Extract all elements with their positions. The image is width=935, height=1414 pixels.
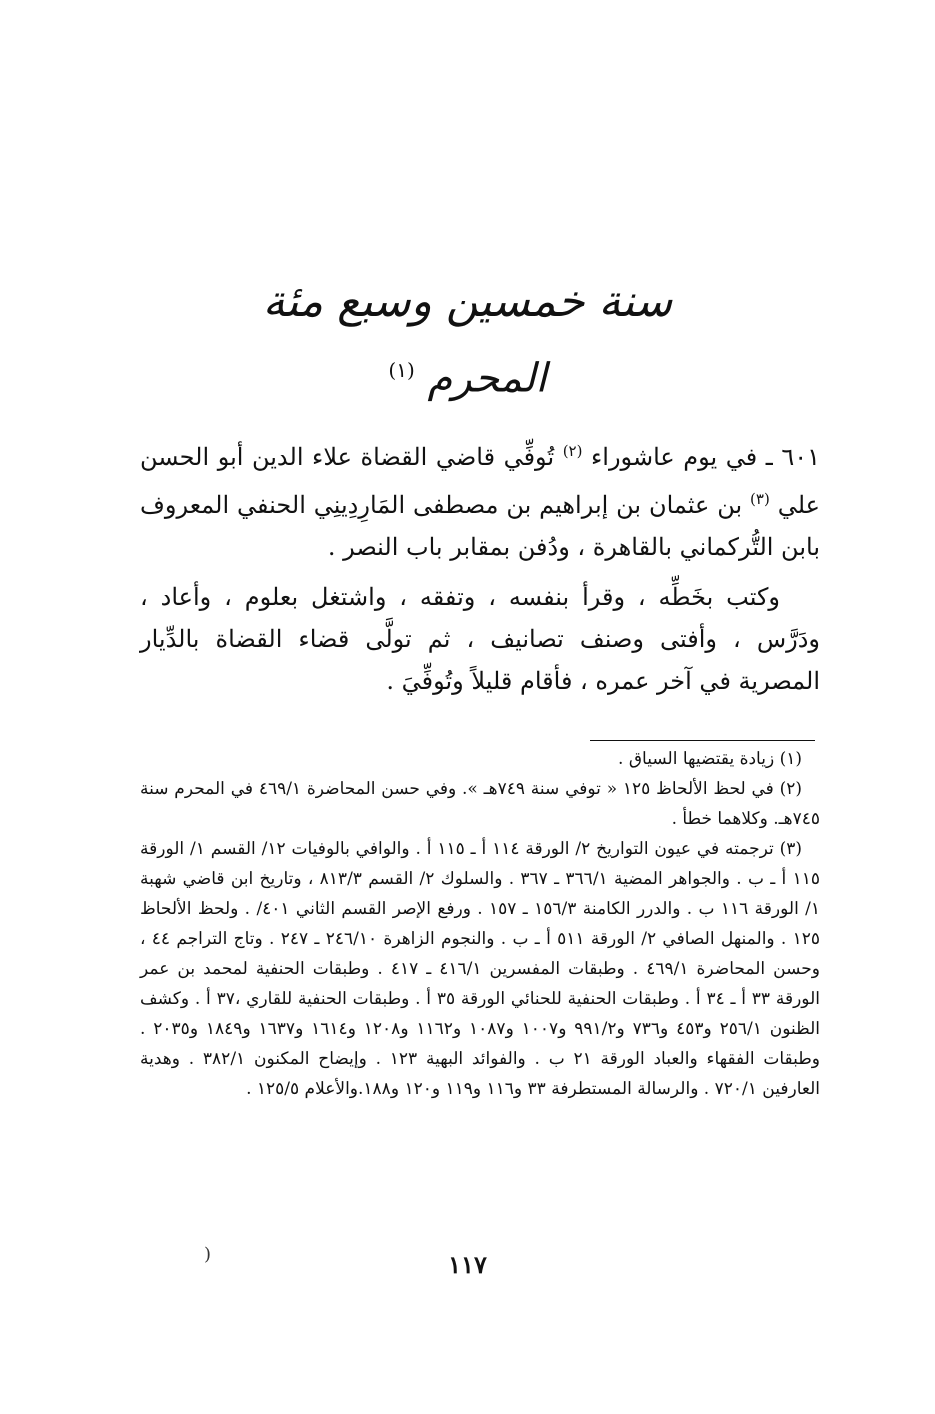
entry-paragraph-1	[140, 430, 820, 568]
footnotes	[140, 744, 820, 1104]
month-heading	[0, 342, 935, 406]
year-heading-text: سنة خمسين وسبع مئة	[262, 276, 673, 327]
entry-body	[140, 430, 820, 702]
entry-text-part-1: تُوفِّي قاضي القضاة علاء الدين أبو الحسن علي	[140, 443, 820, 519]
entry-paragraph-2: وكتب بخَطِّه ، وقرأ بنفسه ، وتفقه ، واشتغل بعلوم ، وأعاد ، ودَرَّس ، وأفتى وصنف تصانيف ، ثم تولَّى قضاء القضاة بالدِّيار المصرية في آخر عمره ، فأقام قليلاً وتُوفِّيَ .	[140, 583, 820, 695]
stray-mark: )	[204, 1244, 212, 1265]
footnote-ref-2: (٢)	[562, 442, 583, 460]
year-heading	[0, 272, 935, 332]
footnote-1: (١) زيادة يقتضيها السياق .	[618, 749, 802, 769]
page-number: ١١٧	[448, 1250, 487, 1279]
footnote-separator	[590, 740, 815, 741]
footnote-3: (٣) ترجمته في عيون التواريخ ٢/ الورقة ١١٤ أ ـ ١١٥ أ . والوافي بالوفيات ١٢/ القسم ١/ الورقة ١١٥ أ ـ ب . والجواهر المضية ٣٦٦/١ ـ ٣٦٧ . والسلوك ٢/ القسم ٨١٣/٣ ، وتاريخ ابن قاضي شهبة ١/ الورقة ١١٦ ب . والدرر الكامنة ١٥٦/٣ ـ ١٥٧ . ورفع الإصر القسم الثاني ٤٠١/ . ولحظ الألحاظ ١٢٥ . والمنهل الصافي ٢/ الورقة ٥١١ أ ـ ب . والنجوم الزاهرة ٢٤٦/١٠ ـ ٢٤٧ . وتاج التراجم ٤٤ ، وحسن المحاضرة ٤٦٩/١ . وطبقات المفسرين ٤١٦/١ ـ ٤١٧ . وطبقات الحنفية لمحمد بن عمر الورقة ٣٣ أ ـ ٣٤ أ . وطبقات الحنفية للحنائي الورقة ٣٥ أ . وطبقات الحنفية للقاري ،٣٧ أ . وكشف الظنون ٢٥٦/١ و٤٥٣ و٧٣٦ و٩٩١/٢ و١٠٠٧ و١٠٨٧ و١١٦٢ و١٢٠٨ و١٦١٤ و١٦٣٧ و١٨٤٩ و٢٠٣٥ . وطبقات الفقهاء والعباد الورقة ٢١ ب . والفوائد البهية ١٢٣ . وإيضاح المكنون ٣٨٢/١ . وهدية العارفين ٧٢٠/١ . والرسالة المستطرفة ٣٣ و١١٦ و١١٩ و١٢٠ و١٨٨.والأعلام ١٢٥/٥ .	[140, 839, 821, 1099]
footnote-ref-3: (٣)	[750, 490, 770, 508]
footnote-2: (٢) في لحظ الألحاظ ١٢٥ « توفي سنة ٧٤٩هـ ». وفي حسن المحاضرة ٤٦٩/١ في المحرم سنة ٧٤٥هـ. وكلاهما خطأ .	[140, 779, 820, 829]
entry-number-date: ٦٠١ ـ في يوم عاشوراء	[591, 443, 820, 471]
month-footnote-ref: (١)	[388, 358, 415, 382]
month-heading-text: المحرم	[427, 355, 547, 402]
entry-text-part-2: بن عثمان بن إبراهيم بن مصطفى المَارِدِينِي الحنفي المعروف بابن التُّركماني بالقاهرة ، ودُفن بمقابر باب النصر .	[140, 491, 820, 561]
